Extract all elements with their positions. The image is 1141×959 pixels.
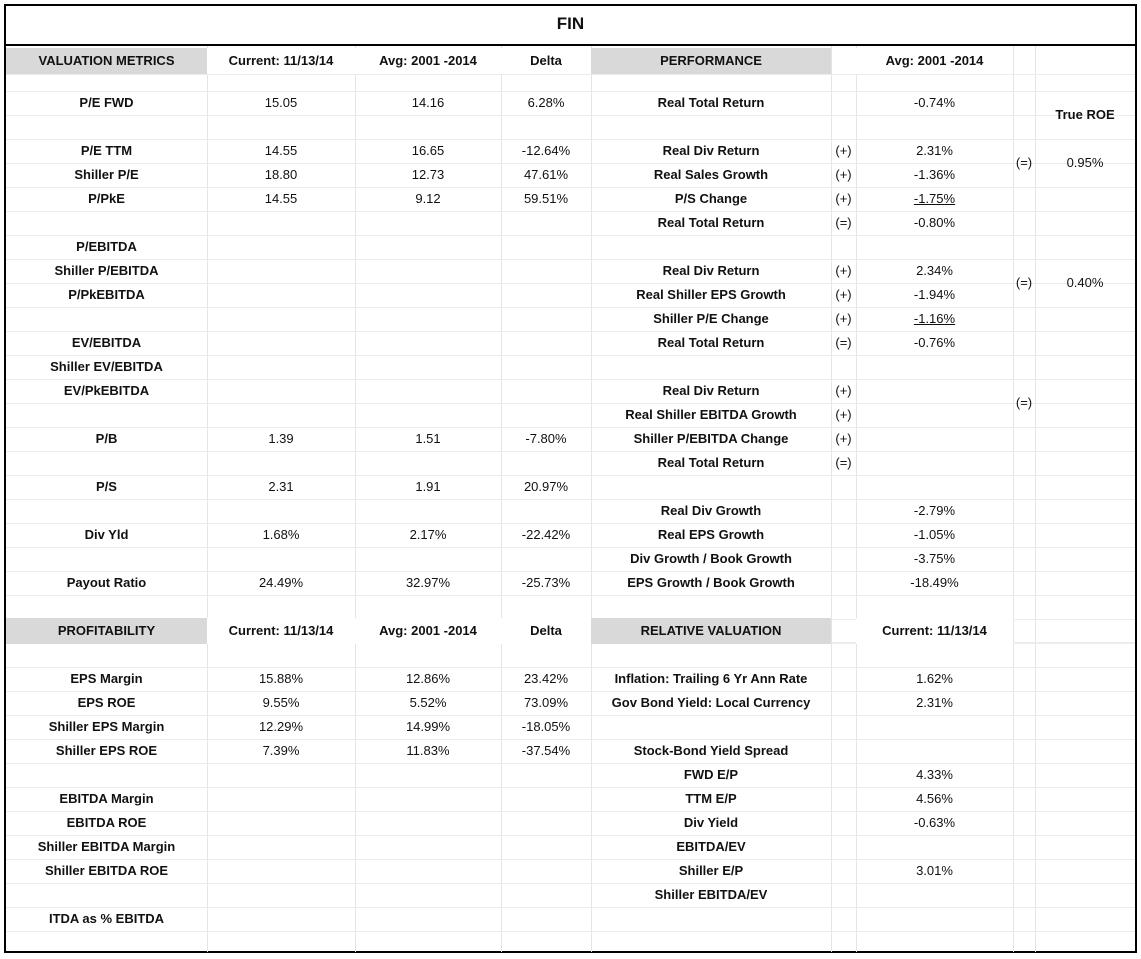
performance-operator: (=) — [835, 335, 852, 350]
performance-avg-value: -1.16% — [913, 311, 956, 326]
valuation-delta-value — [501, 283, 591, 307]
performance-avg-value — [856, 427, 1013, 451]
valuation-current-value — [207, 259, 355, 283]
performance-metric-label: Real EPS Growth — [657, 527, 765, 542]
profitability-delta-value: 73.09% — [523, 695, 569, 710]
relative-metric-label: Stock-Bond Yield Spread — [633, 743, 789, 758]
valuation-current-value — [207, 379, 355, 403]
profitability-delta-value — [501, 835, 591, 859]
performance-metric-label: Real Shiller EPS Growth — [636, 287, 786, 302]
profitability-current-value: 9.55% — [262, 695, 300, 710]
grid-row-line — [6, 115, 1135, 116]
profitability-metric-label: EPS Margin — [70, 671, 143, 686]
performance-avg-value: -0.74% — [913, 95, 956, 110]
performance-avg-value: -1.75% — [913, 191, 956, 206]
valuation-current-value — [207, 235, 355, 259]
grid-row-line — [6, 595, 1135, 596]
valuation-metric-label: P/E TTM — [80, 143, 133, 158]
valuation-metric-label: P/B — [95, 431, 118, 446]
valuation-current-value: 14.55 — [264, 191, 298, 206]
profitability-delta-value: -18.05% — [521, 719, 571, 734]
performance-operator: (+) — [835, 287, 852, 302]
relative-current-value: 1.62% — [916, 671, 953, 686]
profitability-current-value — [207, 787, 355, 811]
profitability-current-value — [207, 859, 355, 883]
performance-metric-label: Shiller P/E Change — [653, 311, 769, 326]
relative-current-value: 2.31% — [916, 695, 953, 710]
true-roe-label: True ROE — [1055, 107, 1115, 122]
performance-avg-value — [856, 451, 1013, 475]
performance-operator: (+) — [835, 311, 852, 326]
true-roe-equals: (=) — [1015, 395, 1033, 410]
relative-metric-label: EBITDA/EV — [676, 839, 746, 854]
valuation-delta-value — [501, 379, 591, 403]
relative-metric-label: TTM E/P — [685, 791, 737, 806]
performance-operator: (=) — [835, 215, 852, 230]
performance-avg-value: 2.34% — [916, 263, 953, 278]
valuation-delta-value: -7.80% — [525, 431, 567, 446]
performance-operator: (+) — [835, 383, 852, 398]
profitability-delta-value — [501, 811, 591, 835]
performance-metric-label: Real Div Growth — [660, 503, 762, 518]
valuation-avg-value: 9.12 — [415, 191, 441, 206]
performance-avg-value: -3.75% — [913, 551, 956, 566]
valuation-metric-label: Shiller P/EBITDA — [54, 263, 159, 278]
profitability-metric-label: EBITDA Margin — [59, 791, 154, 806]
valuation-metric-label: Shiller EV/EBITDA — [50, 359, 163, 374]
performance-operator: (+) — [835, 407, 852, 422]
relative-current-value — [856, 883, 1013, 907]
profitability-header: PROFITABILITY — [6, 618, 207, 644]
valuation-delta-value: 47.61% — [523, 167, 569, 182]
profitability-delta-header: Delta — [501, 618, 591, 644]
performance-operator: (+) — [835, 431, 852, 446]
valuation-current-value: 24.49% — [258, 575, 304, 590]
valuation-delta-value: 59.51% — [523, 191, 569, 206]
profitability-current-value: 12.29% — [258, 719, 304, 734]
valuation-current-value: 18.80 — [264, 167, 298, 182]
performance-operator: (+) — [835, 143, 852, 158]
profitability-metric-label: Shiller EBITDA Margin — [37, 839, 176, 854]
valuation-avg-value: 32.97% — [405, 575, 451, 590]
valuation-delta-value — [501, 331, 591, 355]
performance-operator — [831, 523, 856, 547]
relative-current-value: 4.56% — [916, 791, 953, 806]
performance-avg-value: -1.36% — [913, 167, 956, 182]
performance-operator: (+) — [835, 167, 852, 182]
grid-row-line — [6, 931, 1135, 932]
valuation-avg-value — [355, 379, 501, 403]
valuation-delta-value: 6.28% — [527, 95, 565, 110]
performance-metric-label: Real Total Return — [657, 95, 765, 110]
performance-metric-label: Real Shiller EBITDA Growth — [625, 407, 797, 422]
profitability-avg-value — [355, 835, 501, 859]
true-roe-equals: (=) — [1015, 275, 1033, 290]
profitability-delta-value — [501, 787, 591, 811]
valuation-avg-value: 16.65 — [411, 143, 445, 158]
relative-valuation-header: RELATIVE VALUATION — [591, 618, 831, 644]
profitability-metric-label: EPS ROE — [77, 695, 136, 710]
true-roe-value: 0.40% — [1066, 275, 1104, 290]
profitability-avg-value — [355, 811, 501, 835]
valuation-metric-label: Div Yld — [84, 527, 129, 542]
performance-avg-header: Avg: 2001 -2014 — [856, 48, 1013, 74]
profitability-metric-label: Shiller EPS Margin — [48, 719, 165, 734]
performance-metric-label: Real Total Return — [657, 335, 765, 350]
performance-avg-value: -2.79% — [913, 503, 956, 518]
performance-metric-label: P/S Change — [674, 191, 748, 206]
profitability-current-value: 15.88% — [258, 671, 304, 686]
profitability-metric-label: EBITDA ROE — [66, 815, 147, 830]
valuation-avg-value: 14.16 — [411, 95, 445, 110]
valuation-current-value — [207, 331, 355, 355]
valuation-current-value: 15.05 — [264, 95, 298, 110]
valuation-avg-value — [355, 331, 501, 355]
valuation-current-value: 14.55 — [264, 143, 298, 158]
grid-row-line — [6, 74, 1135, 75]
valuation-delta-header: Delta — [501, 48, 591, 74]
profitability-avg-value: 11.83% — [406, 743, 450, 758]
performance-metric-label: Real Total Return — [657, 215, 765, 230]
profitability-avg-value: 5.52% — [409, 695, 447, 710]
performance-avg-value: 2.31% — [916, 143, 953, 158]
profitability-avg-value: 14.99% — [405, 719, 451, 734]
performance-operator — [831, 571, 856, 595]
performance-metric-label: Real Div Return — [662, 383, 760, 398]
valuation-metric-label: Payout Ratio — [66, 575, 147, 590]
valuation-delta-value: 20.97% — [523, 479, 569, 494]
performance-avg-value: -0.80% — [913, 215, 956, 230]
valuation-metric-label: Shiller P/E — [74, 167, 139, 182]
valuation-metric-label: EV/EBITDA — [71, 335, 142, 350]
valuation-metric-label: P/S — [96, 479, 117, 494]
relative-current-value: 4.33% — [916, 767, 953, 782]
performance-operator — [831, 547, 856, 571]
performance-metric-label: Div Growth / Book Growth — [630, 551, 792, 566]
performance-operator: (+) — [835, 191, 852, 206]
sheet-title: FIN — [4, 4, 1137, 46]
valuation-delta-value: -12.64% — [521, 143, 571, 158]
relative-current-value — [856, 835, 1013, 859]
profitability-current-header: Current: 11/13/14 — [207, 618, 355, 644]
profitability-avg-value — [355, 907, 501, 931]
performance-operator — [831, 91, 856, 115]
valuation-metric-label: P/EBITDA — [76, 239, 137, 254]
valuation-current-value — [207, 283, 355, 307]
valuation-avg-value — [355, 355, 501, 379]
relative-current-header: Current: 11/13/14 — [856, 618, 1013, 644]
profitability-metric-label: Shiller EBITDA ROE — [44, 863, 169, 878]
valuation-delta-value — [501, 355, 591, 379]
valuation-avg-value — [355, 283, 501, 307]
performance-avg-value: -0.76% — [913, 335, 956, 350]
performance-avg-value — [856, 403, 1013, 427]
valuation-metric-label: P/E FWD — [79, 95, 134, 110]
profitability-current-value — [207, 811, 355, 835]
valuation-avg-value: 12.73 — [411, 167, 445, 182]
relative-metric-label: Shiller E/P — [678, 863, 744, 878]
valuation-avg-value — [355, 259, 501, 283]
relative-current-value — [856, 739, 1013, 763]
valuation-avg-header: Avg: 2001 -2014 — [355, 48, 501, 74]
valuation-delta-value: -22.42% — [521, 527, 571, 542]
performance-metric-label: Real Total Return — [657, 455, 765, 470]
performance-avg-value: -1.05% — [913, 527, 956, 542]
performance-operator: (+) — [835, 263, 852, 278]
profitability-current-value: 7.39% — [262, 743, 300, 758]
true-roe-equals: (=) — [1015, 155, 1033, 170]
valuation-avg-value — [355, 235, 501, 259]
profitability-delta-value — [501, 859, 591, 883]
profitability-delta-value: 23.42% — [523, 671, 569, 686]
profitability-current-value — [207, 835, 355, 859]
valuation-avg-value: 2.17% — [409, 527, 447, 542]
valuation-metric-label: P/PkE — [88, 191, 125, 206]
profitability-metric-label: Shiller EPS ROE — [55, 743, 158, 758]
relative-metric-label: Div Yield — [683, 815, 739, 830]
valuation-metrics-header: VALUATION METRICS — [6, 48, 207, 74]
profitability-avg-value: 12.86% — [405, 671, 451, 686]
profitability-delta-value — [501, 907, 591, 931]
performance-metric-label: EPS Growth / Book Growth — [627, 575, 795, 590]
valuation-avg-value: 1.91 — [415, 479, 441, 494]
profitability-delta-value: -37.54% — [521, 743, 571, 758]
performance-avg-value: -1.94% — [913, 287, 956, 302]
valuation-delta-value — [501, 259, 591, 283]
performance-metric-label: Real Sales Growth — [653, 167, 769, 182]
valuation-metric-label: P/PkEBITDA — [68, 287, 145, 302]
performance-operator: (=) — [835, 455, 852, 470]
valuation-delta-value — [501, 235, 591, 259]
performance-header: PERFORMANCE — [591, 48, 831, 74]
relative-metric-label: Shiller EBITDA/EV — [654, 887, 768, 902]
valuation-delta-value: -25.73% — [521, 575, 571, 590]
valuation-current-header: Current: 11/13/14 — [207, 48, 355, 74]
performance-metric-label: Shiller P/EBITDA Change — [633, 431, 789, 446]
valuation-current-value: 1.39 — [268, 431, 294, 446]
valuation-metric-label: EV/PkEBITDA — [63, 383, 150, 398]
profitability-avg-value — [355, 859, 501, 883]
performance-avg-value — [856, 379, 1013, 403]
relative-current-value: 3.01% — [916, 863, 953, 878]
performance-metric-label: Real Div Return — [662, 263, 760, 278]
profitability-metric-label: ITDA as % EBITDA — [48, 911, 165, 926]
valuation-avg-value: 1.51 — [415, 431, 441, 446]
valuation-current-value: 1.68% — [262, 527, 300, 542]
relative-metric-label: Inflation: Trailing 6 Yr Ann Rate — [614, 671, 808, 686]
performance-avg-value: -18.49% — [910, 575, 959, 590]
relative-current-value: -0.63% — [913, 815, 956, 830]
performance-operator — [831, 499, 856, 523]
valuation-current-value: 2.31 — [268, 479, 294, 494]
valuation-current-value — [207, 355, 355, 379]
profitability-current-value — [207, 907, 355, 931]
profitability-avg-value — [355, 787, 501, 811]
relative-metric-label: FWD E/P — [683, 767, 739, 782]
profitability-avg-header: Avg: 2001 -2014 — [355, 618, 501, 644]
relative-metric-label: Gov Bond Yield: Local Currency — [611, 695, 811, 710]
performance-metric-label: Real Div Return — [662, 143, 760, 158]
true-roe-value: 0.95% — [1066, 155, 1104, 170]
